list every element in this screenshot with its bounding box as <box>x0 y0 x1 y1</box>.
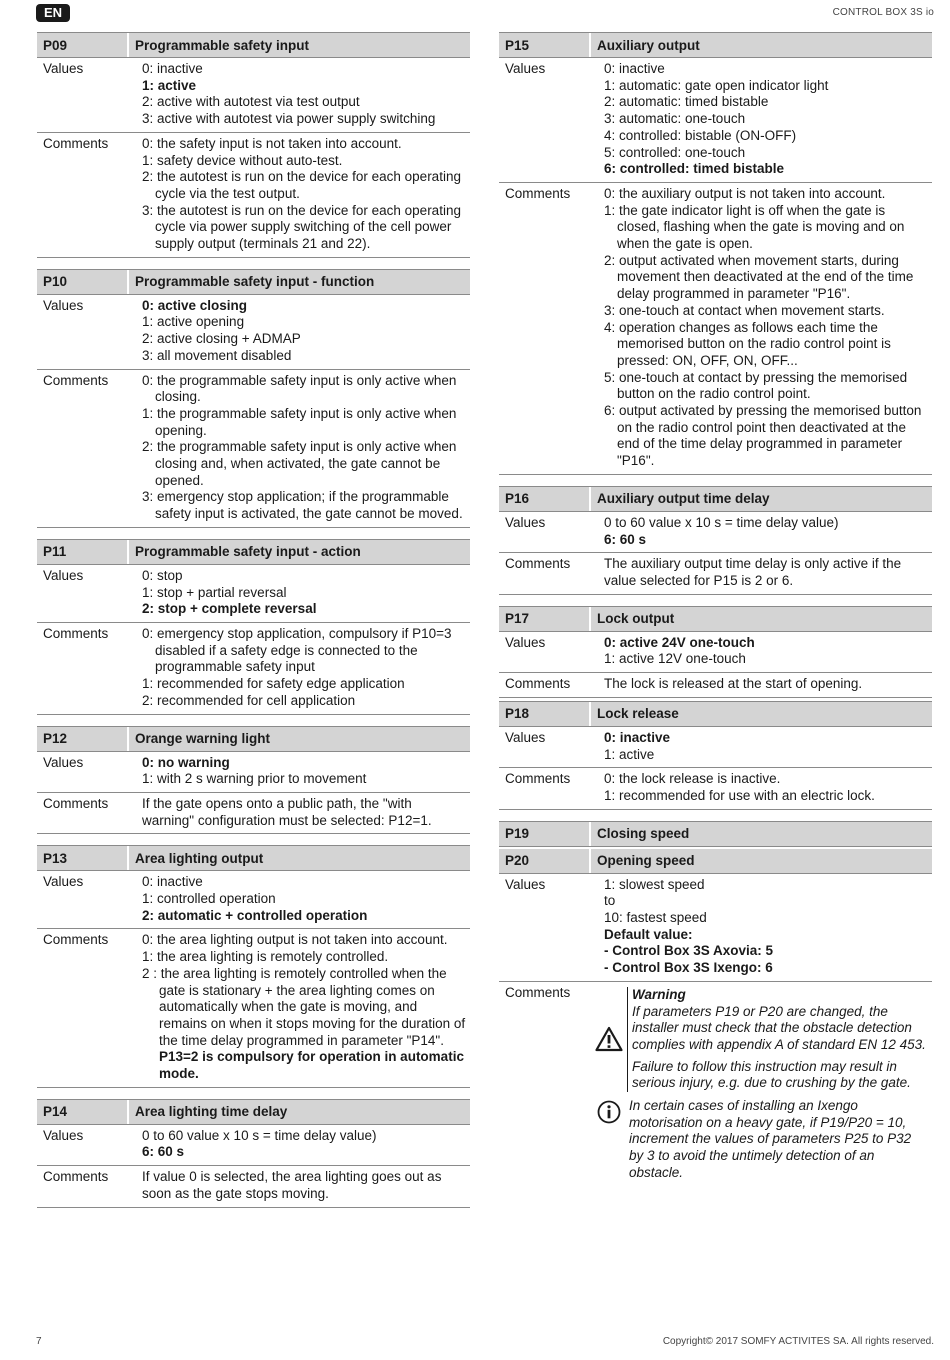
values-label: Values <box>43 1127 84 1143</box>
comment-line: 0: the area lighting output is not taken into account. <box>142 932 448 948</box>
value-line: 2: active closing + ADMAP <box>142 331 301 347</box>
param-code: P14 <box>37 1100 129 1124</box>
comments-label: Comments <box>505 185 571 201</box>
value-line: 10: fastest speed <box>604 910 707 926</box>
value-line-default: 0: no warning <box>142 754 230 770</box>
value-line: 3: automatic: one-touch <box>604 111 746 127</box>
value-line-default: 6: controlled: timed bistable <box>604 161 785 177</box>
comment-line: 0: the lock release is inactive. <box>604 771 781 787</box>
comments-row <box>37 133 470 258</box>
language-badge: EN <box>36 4 70 22</box>
values-label: Values <box>505 876 546 892</box>
values-label: Values <box>43 567 84 583</box>
value-line-default: 1: active <box>142 77 197 93</box>
copyright: Copyright© 2017 SOMFY ACTIVITES SA. All rights reserved. <box>662 1336 934 1347</box>
value-line-default: 0: inactive <box>604 729 671 745</box>
comment-line: 0: the auxiliary output is not taken into account. <box>604 185 886 201</box>
param-title: Lock release <box>597 706 679 722</box>
comments-label: Comments <box>43 932 109 948</box>
comments-row <box>37 623 470 715</box>
values-label: Values <box>505 729 546 745</box>
param-title: Area lighting time delay <box>135 1104 288 1120</box>
param-title: Opening speed <box>597 853 695 869</box>
warning-triangle-icon <box>595 1026 623 1052</box>
param-p10 <box>37 269 470 528</box>
param-p12 <box>37 726 470 835</box>
comment-line: 0: the programmable safety input is only active when closing. <box>142 372 457 405</box>
comment-line: 3: the autotest is run on the device for each operating cycle via power supply switching of the cell power supply output (terminals 21 and 22). <box>142 202 461 252</box>
param-code: P12 <box>37 727 129 751</box>
param-title: Lock output <box>597 611 675 627</box>
param-header <box>37 269 470 295</box>
value-line: to <box>604 893 616 909</box>
values-label: Values <box>43 874 84 890</box>
warning-box <box>591 987 928 1092</box>
comments-label: Comments <box>505 984 571 1000</box>
comment-line: 2 : the area lighting is remotely controlled when the gate is stationary + the area lighting comes on automatically when the gate is moving, and remains on when it stops moving for the duration of the time delay programmed in parameter "P14". <box>142 965 466 1048</box>
param-p11 <box>37 539 470 715</box>
value-line: 2: automatic: timed bistable <box>604 94 769 110</box>
warning-title: Warning <box>632 986 686 1002</box>
param-header <box>499 486 932 512</box>
param-title: Auxiliary output time delay <box>597 491 770 507</box>
comment-line: 2: the autotest is run on the device for each operating cycle via the test output. <box>142 169 461 201</box>
values-row <box>37 752 470 793</box>
param-header <box>499 701 932 727</box>
value-line: 0 to 60 value x 10 s = time delay value) <box>604 514 839 530</box>
values-row <box>499 874 932 982</box>
value-line: 1: controlled operation <box>142 891 276 907</box>
param-p13 <box>37 845 470 1087</box>
param-code: P09 <box>37 33 129 57</box>
comment-line: 2: recommended for cell application <box>142 692 356 708</box>
value-line-default: 2: automatic + controlled operation <box>142 907 368 923</box>
comment-line: 5: one-touch at contact by pressing the memorised button on the radio control point. <box>604 369 908 402</box>
param-title: Auxiliary output <box>597 37 700 53</box>
comment-line: 1: safety device without auto-test. <box>142 152 343 168</box>
right-column <box>499 32 932 1197</box>
param-p16 <box>499 486 932 595</box>
param-code: P20 <box>499 849 591 873</box>
comments-row <box>499 553 932 594</box>
param-title: Orange warning light <box>135 731 271 746</box>
param-header <box>499 821 932 847</box>
values-row <box>37 565 470 623</box>
comments-label: Comments <box>43 372 109 388</box>
comment-line: 1: recommended for safety edge application <box>142 676 405 692</box>
comment-line: 1: the programmable safety input is only active when opening. <box>142 405 457 438</box>
comment-line: 2: output activated when movement starts, during movement then deactivated at the end of the time delay programmed in parameter "P16". <box>604 252 914 302</box>
comment-line: 1: the area lighting is remotely controlled. <box>142 949 389 965</box>
value-line: 0: inactive <box>142 61 203 76</box>
param-header <box>37 539 470 565</box>
warning-paragraph: Failure to follow this instruction may result in serious injury, e.g. due to crushing by the gate. <box>632 1058 911 1091</box>
values-label: Values <box>505 634 546 650</box>
value-line-default: 0: active 24V one-touch <box>604 634 755 650</box>
values-label: Values <box>505 61 546 76</box>
value-line-default: 0: active closing <box>142 297 248 313</box>
comments-label: Comments <box>505 556 571 572</box>
comment-line: 1: the gate indicator light is off when the gate is closed, flashing when the gate is moving and on when the gate is open. <box>604 202 905 252</box>
value-line: 1: automatic: gate open indicator light <box>604 77 829 93</box>
comment-line: 0: the safety input is not taken into account. <box>142 135 402 151</box>
left-column <box>37 32 470 1219</box>
comments-label: Comments <box>505 771 571 787</box>
value-line: 0: stop <box>142 567 183 583</box>
param-header <box>37 845 470 871</box>
comment-line: 1: recommended for use with an electric lock. <box>604 787 875 803</box>
param-header <box>499 32 932 58</box>
comment-line: 0: emergency stop application, compulsory if P10=3 disabled if a safety edge is connected to the programmable safety input <box>142 625 452 675</box>
value-line: 0 to 60 value x 10 s = time delay value) <box>142 1127 377 1143</box>
param-p18 <box>499 701 932 810</box>
value-line: 1: with 2 s warning prior to movement <box>142 771 367 787</box>
comments-label: Comments <box>43 625 109 641</box>
default-value-line: - Control Box 3S Ixengo: 6 <box>604 960 773 976</box>
param-header <box>499 847 932 874</box>
param-p09 <box>37 32 470 258</box>
comments-row <box>37 793 470 834</box>
comments-row <box>499 768 932 809</box>
page-number: 7 <box>36 1336 42 1347</box>
param-header <box>37 32 470 58</box>
param-code: P10 <box>37 270 129 294</box>
comment-text: If the gate opens onto a public path, the "with warning" configuration must be selected: P12=1. <box>142 795 432 828</box>
param-code: P18 <box>499 702 591 726</box>
value-line-default: 2: stop + complete reversal <box>142 601 317 617</box>
value-line-default: 6: 60 s <box>142 1144 185 1160</box>
values-row <box>499 632 932 673</box>
comment-text: If value 0 is selected, the area lighting goes out as soon as the gate stops moving. <box>142 1169 442 1201</box>
param-p14 <box>37 1099 470 1208</box>
comment-line: 6: output activated by pressing the memorised button on the radio control point then deactivated at the end of the time delay programmed in parameter "P16". <box>604 403 922 469</box>
values-row <box>37 1125 470 1166</box>
param-title: Programmable safety input - action <box>135 544 361 560</box>
param-code: P17 <box>499 607 591 631</box>
comment-line: 3: emergency stop application; if the programmable safety input is activated, the gate cannot be moved. <box>142 489 463 522</box>
comments-row <box>499 183 932 475</box>
comment-emphasis: P13=2 is compulsory for operation in automatic mode. <box>159 1049 464 1082</box>
param-p17 <box>499 606 932 698</box>
comments-row <box>37 929 470 1087</box>
value-line: 3: all movement disabled <box>142 347 292 363</box>
value-line: 4: controlled: bistable (ON-OFF) <box>604 127 797 143</box>
comments-row <box>499 982 932 1186</box>
value-line: 1: stop + partial reversal <box>142 584 287 600</box>
comments-label: Comments <box>43 795 109 811</box>
values-row <box>37 58 470 133</box>
values-label: Values <box>43 297 84 313</box>
value-line: 1: slowest speed <box>604 876 705 892</box>
info-text: In certain cases of installing an Ixengo motorisation on a heavy gate, if P19/P20 = 10, increment the values of parameters P25 to P32 by 3 to avoid the untimely detection of an obstacle. <box>629 1098 912 1180</box>
comments-row <box>37 370 470 528</box>
values-row <box>37 295 470 370</box>
param-title: Area lighting output <box>135 850 264 866</box>
param-title: Programmable safety input - function <box>135 274 375 290</box>
value-line: 2: active with autotest via test output <box>142 94 360 110</box>
value-line: 1: active opening <box>142 314 245 330</box>
values-row <box>499 58 932 183</box>
comments-row <box>37 1166 470 1207</box>
comment-line: 3: one-touch at contact when movement starts. <box>604 302 885 318</box>
param-title: Closing speed <box>597 826 690 842</box>
comment-line: 4: operation changes as follows each time the memorised button on the radio control point is pressed: ON, OFF, ON, OFF... <box>604 319 891 368</box>
value-line: 0: inactive <box>142 874 203 890</box>
info-box <box>591 1098 928 1182</box>
comments-label: Comments <box>43 135 109 151</box>
value-line: 1: active 12V one-touch <box>604 651 746 667</box>
value-line-default: 6: 60 s <box>604 531 647 547</box>
value-line: 3: active with autotest via power supply switching <box>142 111 436 127</box>
comment-line: 2: the programmable safety input is only active when closing and, when activated, the gate cannot be opened. <box>142 439 457 488</box>
param-title: Programmable safety input <box>135 37 310 53</box>
values-label: Values <box>505 514 546 530</box>
param-header <box>37 1099 470 1125</box>
value-line: 1: active <box>604 746 655 762</box>
info-icon <box>597 1100 621 1124</box>
comments-label: Comments <box>43 1169 109 1185</box>
param-p19-p20 <box>499 821 932 1186</box>
comments-label: Comments <box>505 676 571 692</box>
values-row <box>499 512 932 553</box>
values-row <box>499 727 932 768</box>
default-value-line: - Control Box 3S Axovia: 5 <box>604 943 774 959</box>
param-code: P15 <box>499 33 591 57</box>
comments-row <box>499 673 932 698</box>
param-code: P19 <box>499 822 591 846</box>
param-code: P11 <box>37 540 129 564</box>
param-code: P13 <box>37 846 129 870</box>
values-label: Values <box>43 61 84 76</box>
param-header <box>499 606 932 632</box>
warning-paragraph: If parameters P19 or P20 are changed, the installer must check that the obstacle detection complies with appendix A of standard EN 12 453. <box>632 1003 926 1052</box>
param-header <box>37 726 470 752</box>
value-line: 5: controlled: one-touch <box>604 144 746 160</box>
default-value-heading: Default value: <box>604 926 693 942</box>
values-row <box>37 871 470 929</box>
param-p15 <box>499 32 932 475</box>
values-label: Values <box>43 754 84 770</box>
document-title: CONTROL BOX 3S io <box>832 7 934 18</box>
comment-text: The auxiliary output time delay is only active if the value selected for P15 is 2 or 6. <box>604 556 902 588</box>
param-code: P16 <box>499 487 591 511</box>
comment-text: The lock is released at the start of opening. <box>604 676 863 692</box>
value-line: 0: inactive <box>604 61 665 76</box>
